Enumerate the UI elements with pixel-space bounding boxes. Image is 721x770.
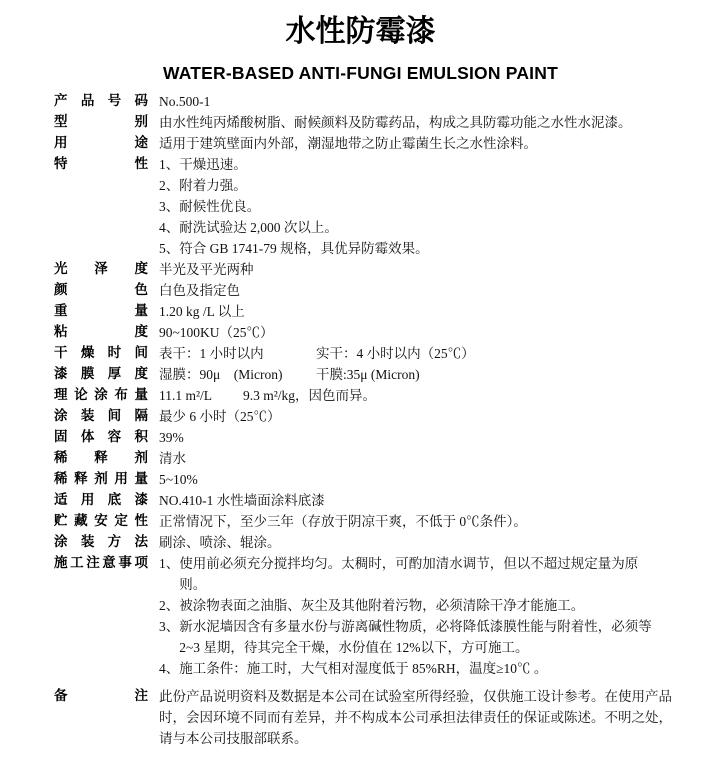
label-gloss: 光 泽 度 <box>54 261 148 277</box>
row-product-no <box>54 91 674 112</box>
row-thinner-amount <box>54 469 674 490</box>
value-film-thickness: 湿膜：90μ (Micron) 干膜:35μ (Micron) <box>159 367 420 382</box>
row-dry-time <box>54 343 674 364</box>
row-application <box>54 532 674 553</box>
value-coverage: 11.1 m²/L 9.3 m²/kg，因色而异。 <box>159 388 377 403</box>
row-viscosity <box>54 322 674 343</box>
value-application: 刷涂、喷涂、辊涂。 <box>159 535 281 550</box>
value-storage: 正常情况下，至少三年（存放于阴凉干爽，不低于 0℃条件）。 <box>159 514 527 529</box>
value-color: 白色及指定色 <box>159 283 240 298</box>
row-solids-volume <box>54 427 674 448</box>
label-remarks: 备 注 <box>54 688 148 704</box>
row-usage <box>54 133 674 154</box>
value-notes <box>159 553 674 679</box>
row-storage <box>54 511 674 532</box>
label-type: 型 别 <box>54 114 148 130</box>
label-thinner-amount: 稀 释 剂 用 量 <box>54 471 148 487</box>
row-notes <box>54 553 674 679</box>
label-weight: 重 量 <box>54 303 148 319</box>
value-solids-volume: 39% <box>159 430 184 445</box>
value-type: 由水性纯丙烯酸树脂、耐候颜料及防霉药品，构成之具防霉功能之水性水泥漆。 <box>159 115 632 130</box>
value-thinner: 清水 <box>159 451 186 466</box>
value-thinner-amount: 5~10% <box>159 472 198 487</box>
list-item: 1、 干燥迅速。 <box>159 157 247 172</box>
value-viscosity: 90~100KU（25℃） <box>159 325 274 340</box>
label-application: 涂 装 方 法 <box>54 534 148 550</box>
value-features <box>159 154 674 259</box>
list-item: 3、 耐候性优良。 <box>159 199 261 214</box>
row-gloss <box>54 259 674 280</box>
label-features: 特 性 <box>54 156 148 172</box>
list-item: 4、 施工条件：施工时，大气相对湿度低于 85%RH，温度≥10℃ 。 <box>159 661 548 676</box>
row-weight <box>54 301 674 322</box>
label-viscosity: 粘 度 <box>54 324 148 340</box>
value-primer: NO.410-1 水性墙面涂料底漆 <box>159 493 325 508</box>
value-dry-time: 表干：1 小时以内 实干：4 小时以内（25℃） <box>159 346 475 361</box>
label-product-no: 产 品 号 码 <box>54 93 148 109</box>
title-english: WATER-BASED ANTI-FUNGI EMULSION PAINT <box>163 63 558 83</box>
label-film-thickness: 漆 膜 厚 度 <box>54 366 148 382</box>
label-thinner: 稀 释 剂 <box>54 450 148 466</box>
row-remarks <box>54 686 674 749</box>
list-item: 3、 新水泥墙因含有多量水份与游离碱性物质，必将降低漆膜性能与附着性，必须等 2~3 星期，待其完全干燥，水份值在 12%以下，方可施工。 <box>159 619 652 655</box>
value-usage: 适用于建筑壁面内外部，潮湿地带之防止霉菌生长之水性涂料。 <box>159 136 537 151</box>
label-recoat-interval: 涂 装 间 隔 <box>54 408 148 424</box>
value-gloss: 半光及平光两种 <box>159 262 254 277</box>
row-primer <box>54 490 674 511</box>
row-type <box>54 112 674 133</box>
value-weight: 1.20 kg /L 以上 <box>159 304 245 319</box>
list-item: 2、 被涂物表面之油脂、灰尘及其他附着污物，必须清除干净才能施工。 <box>159 598 585 613</box>
label-usage: 用 途 <box>54 135 148 151</box>
label-dry-time: 干 燥 时 间 <box>54 345 148 361</box>
list-item: 2、 附着力强。 <box>159 178 247 193</box>
row-features <box>54 154 674 259</box>
row-recoat-interval <box>54 406 674 427</box>
row-color <box>54 280 674 301</box>
list-item: 5、 符合 GB 1741-79 规格，具优异防霉效果。 <box>159 241 429 256</box>
label-solids-volume: 固 体 容 积 <box>54 429 148 445</box>
label-notes: 施 工 注 意 事 项 <box>54 555 148 571</box>
list-item: 4、 耐洗试验达 2,000 次以上。 <box>159 220 338 235</box>
row-thinner <box>54 448 674 469</box>
title-chinese: 水性防霉漆 <box>285 14 436 49</box>
value-remarks: 此份产品说明资料及数据是本公司在试验室所得经验，仅供施工设计参考。在使用产品时，会因环境不同而有差异，并不构成本公司承担法律责任的保证或陈述。不明之处，请与本公司技服部联系。 <box>159 689 672 746</box>
list-item: 1、 使用前必须充分搅拌均匀。太稠时，可酌加清水调节，但以不超过规定量为原则。 <box>159 556 639 592</box>
value-recoat-interval: 最少 6 小时（25℃） <box>159 409 281 424</box>
row-film-thickness <box>54 364 674 385</box>
label-color: 颜 色 <box>54 282 148 298</box>
label-primer: 适 用 底 漆 <box>54 492 148 508</box>
spec-table <box>54 91 674 749</box>
row-coverage <box>54 385 674 406</box>
label-storage: 贮 藏 安 定 性 <box>54 513 148 529</box>
value-product-no: No.500-1 <box>159 94 211 109</box>
label-coverage: 理 论 涂 布 量 <box>54 387 148 403</box>
